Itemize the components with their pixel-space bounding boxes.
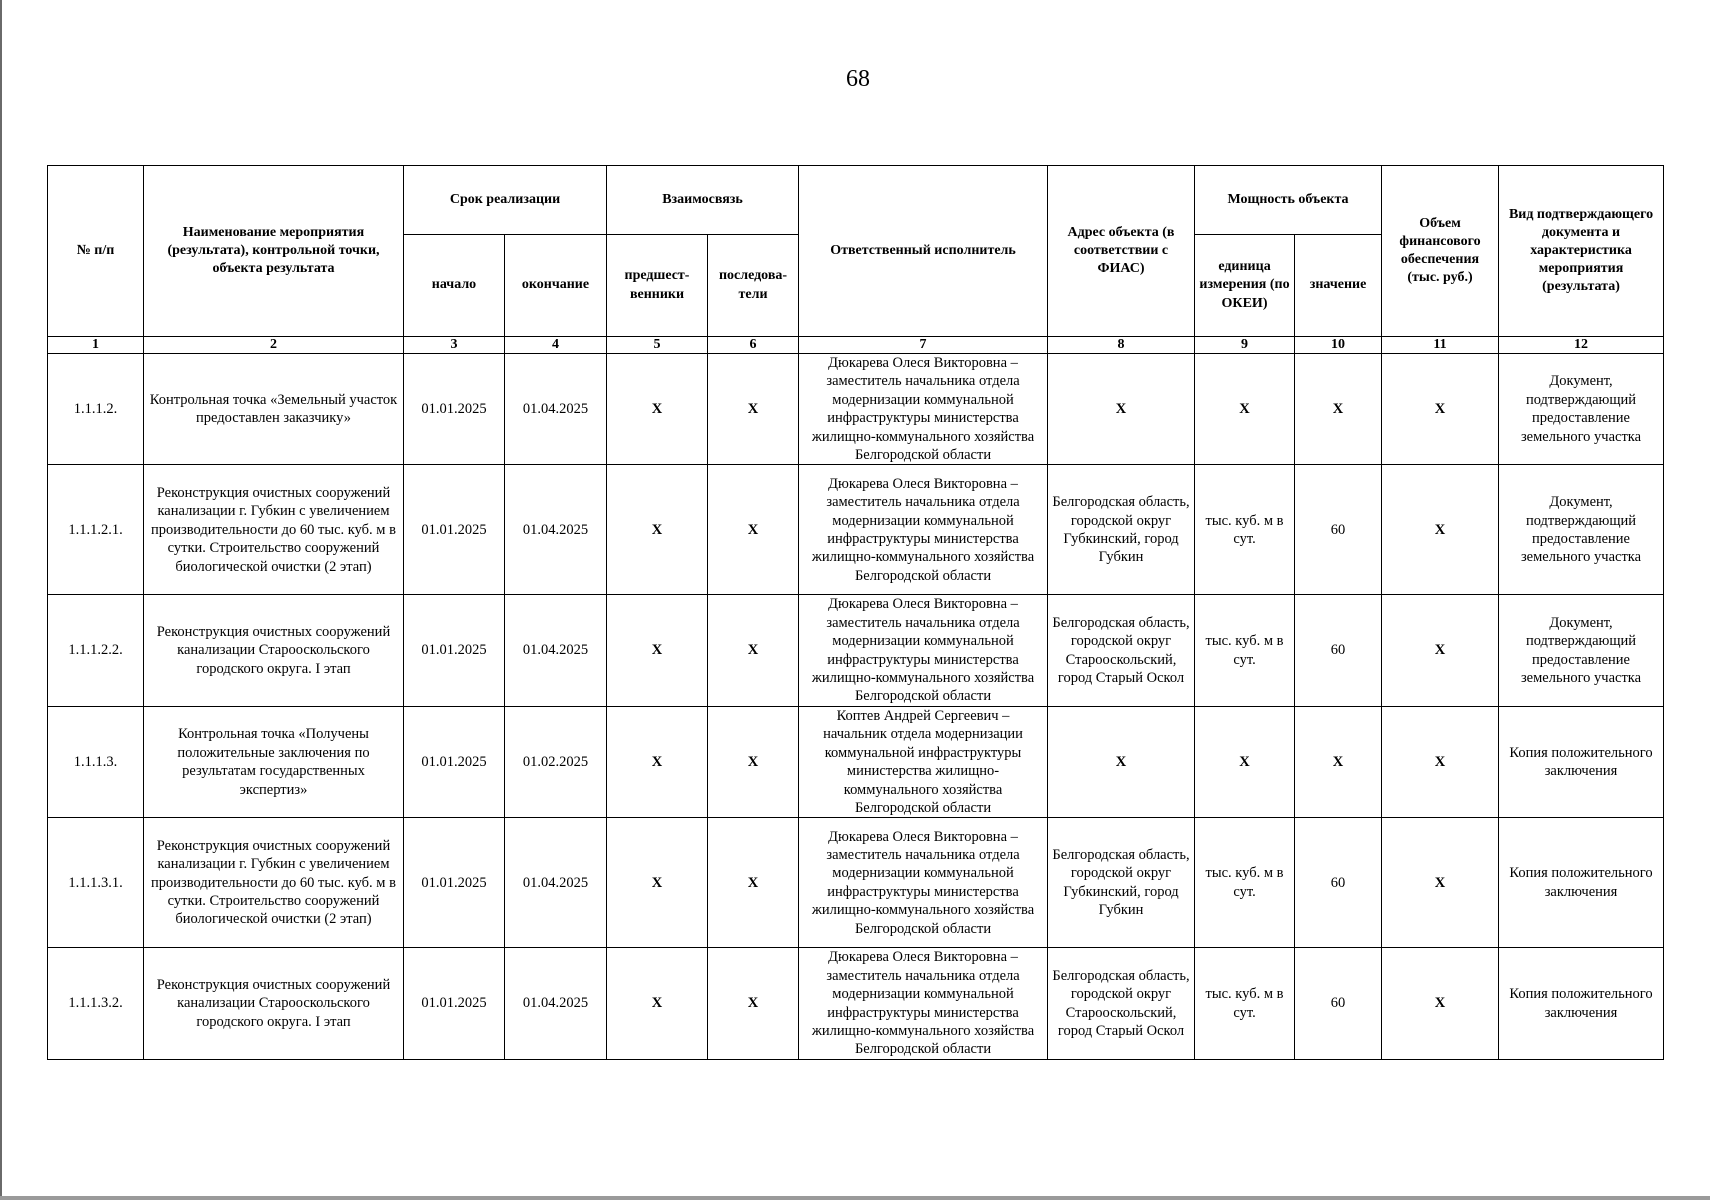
header-doc: Вид подтверждающего документа и характеристика мероприятия (результата) [1499, 166, 1664, 337]
row-next: Х [708, 354, 799, 465]
row-end: 01.04.2025 [505, 595, 607, 706]
row-name: Реконструкция очистных сооружений канализации Старооскольского городского округа. I этап [144, 595, 404, 706]
row-end: 01.02.2025 [505, 706, 607, 817]
row-prev: Х [607, 948, 708, 1059]
column-number: 4 [505, 337, 607, 354]
row-next: Х [708, 706, 799, 817]
row-address: Х [1048, 354, 1195, 465]
table-row [48, 595, 1664, 706]
row-doc: Копия положительного заключения [1499, 706, 1664, 817]
row-address: Белгородская область, городской округ Губкинский, город Губкин [1048, 818, 1195, 948]
column-number: 12 [1499, 337, 1664, 354]
row-num: 1.1.1.2. [48, 354, 144, 465]
header-link-next: последова-тели [708, 235, 799, 337]
row-finance: Х [1382, 818, 1499, 948]
header-term-end: окончание [505, 235, 607, 337]
row-prev: Х [607, 818, 708, 948]
row-name: Контрольная точка «Получены положительные заключения по результатам государственных экспертиз» [144, 706, 404, 817]
row-doc: Документ, подтверждающий предоставление земельного участка [1499, 595, 1664, 706]
row-end: 01.04.2025 [505, 948, 607, 1059]
row-executor: Дюкарева Олеся Викторовна – заместитель начальника отдела модернизации коммунальной инфраструктуры министерства жилищно-коммунального хозяйства Белгородской области [799, 465, 1048, 595]
header-finance: Объем финансового обеспечения (тыс. руб.) [1382, 166, 1499, 337]
row-name: Реконструкция очистных сооружений канализации Старооскольского городского округа. I этап [144, 948, 404, 1059]
scan-edge-bottom [0, 1196, 1710, 1200]
row-address: Белгородская область, городской округ Губкинский, город Губкин [1048, 465, 1195, 595]
row-prev: Х [607, 706, 708, 817]
row-start: 01.01.2025 [404, 354, 505, 465]
header-address: Адрес объекта (в соответствии с ФИАС) [1048, 166, 1195, 337]
row-name: Контрольная точка «Земельный участок предоставлен заказчику» [144, 354, 404, 465]
row-doc: Документ, подтверждающий предоставление земельного участка [1499, 354, 1664, 465]
row-next: Х [708, 818, 799, 948]
header-capacity-value: значение [1295, 235, 1382, 337]
table-row [48, 818, 1664, 948]
header-num: № п/п [48, 166, 144, 337]
row-start: 01.01.2025 [404, 948, 505, 1059]
column-number: 3 [404, 337, 505, 354]
row-executor: Дюкарева Олеся Викторовна – заместитель начальника отдела модернизации коммунальной инфраструктуры министерства жилищно-коммунального хозяйства Белгородской области [799, 948, 1048, 1059]
page-number: 68 [846, 66, 870, 92]
row-value: Х [1295, 706, 1382, 817]
row-next: Х [708, 595, 799, 706]
header-term-start: начало [404, 235, 505, 337]
column-number: 2 [144, 337, 404, 354]
row-num: 1.1.1.3. [48, 706, 144, 817]
row-prev: Х [607, 354, 708, 465]
table-row [48, 948, 1664, 1059]
header-name: Наименование мероприятия (результата), контрольной точки, объекта результата [144, 166, 404, 337]
row-address: Белгородская область, городской округ Старооскольский, город Старый Оскол [1048, 948, 1195, 1059]
row-doc: Документ, подтверждающий предоставление земельного участка [1499, 465, 1664, 595]
row-value: 60 [1295, 948, 1382, 1059]
row-unit: тыс. куб. м в сут. [1195, 465, 1295, 595]
row-executor: Дюкарева Олеся Викторовна – заместитель начальника отдела модернизации коммунальной инфраструктуры министерства жилищно-коммунального хозяйства Белгородской области [799, 595, 1048, 706]
header-term: Срок реализации [404, 166, 607, 235]
table-row [48, 354, 1664, 465]
table-row [48, 465, 1664, 595]
row-address: Белгородская область, городской округ Старооскольский, город Старый Оскол [1048, 595, 1195, 706]
column-number: 5 [607, 337, 708, 354]
column-number: 8 [1048, 337, 1195, 354]
implementation-plan-table [47, 165, 1664, 1060]
column-number: 1 [48, 337, 144, 354]
column-number: 6 [708, 337, 799, 354]
row-prev: Х [607, 465, 708, 595]
row-finance: Х [1382, 948, 1499, 1059]
row-unit: тыс. куб. м в сут. [1195, 595, 1295, 706]
column-number: 7 [799, 337, 1048, 354]
scan-edge-left [0, 0, 2, 1200]
column-number: 9 [1195, 337, 1295, 354]
row-unit: Х [1195, 354, 1295, 465]
row-name: Реконструкция очистных сооружений канализации г. Губкин с увеличением производительности до 60 тыс. куб. м в сутки. Строительство сооружений биологической очистки (2 этап) [144, 818, 404, 948]
row-next: Х [708, 465, 799, 595]
row-prev: Х [607, 595, 708, 706]
column-numbers-row [48, 337, 1664, 354]
row-finance: Х [1382, 465, 1499, 595]
row-num: 1.1.1.2.1. [48, 465, 144, 595]
row-next: Х [708, 948, 799, 1059]
row-unit: тыс. куб. м в сут. [1195, 948, 1295, 1059]
table-row [48, 706, 1664, 817]
row-doc: Копия положительного заключения [1499, 948, 1664, 1059]
row-name: Реконструкция очистных сооружений канализации г. Губкин с увеличением производительности до 60 тыс. куб. м в сутки. Строительство сооружений биологической очистки (2 этап) [144, 465, 404, 595]
row-start: 01.01.2025 [404, 595, 505, 706]
row-end: 01.04.2025 [505, 465, 607, 595]
row-num: 1.1.1.3.2. [48, 948, 144, 1059]
row-value: 60 [1295, 465, 1382, 595]
row-doc: Копия положительного заключения [1499, 818, 1664, 948]
header-link: Взаимосвязь [607, 166, 799, 235]
header-link-prev: предшест-венники [607, 235, 708, 337]
header-row-1 [48, 166, 1664, 235]
row-address: Х [1048, 706, 1195, 817]
header-executor: Ответственный исполнитель [799, 166, 1048, 337]
row-value: Х [1295, 354, 1382, 465]
row-unit: Х [1195, 706, 1295, 817]
row-finance: Х [1382, 595, 1499, 706]
row-executor: Дюкарева Олеся Викторовна – заместитель начальника отдела модернизации коммунальной инфраструктуры министерства жилищно-коммунального хозяйства Белгородской области [799, 354, 1048, 465]
row-start: 01.01.2025 [404, 706, 505, 817]
row-value: 60 [1295, 595, 1382, 706]
row-value: 60 [1295, 818, 1382, 948]
row-executor: Дюкарева Олеся Викторовна – заместитель начальника отдела модернизации коммунальной инфраструктуры министерства жилищно-коммунального хозяйства Белгородской области [799, 818, 1048, 948]
row-finance: Х [1382, 706, 1499, 817]
row-unit: тыс. куб. м в сут. [1195, 818, 1295, 948]
column-number: 10 [1295, 337, 1382, 354]
header-capacity-unit: единица измерения (по ОКЕИ) [1195, 235, 1295, 337]
column-number: 11 [1382, 337, 1499, 354]
row-finance: Х [1382, 354, 1499, 465]
row-end: 01.04.2025 [505, 354, 607, 465]
row-start: 01.01.2025 [404, 818, 505, 948]
header-capacity: Мощность объекта [1195, 166, 1382, 235]
row-end: 01.04.2025 [505, 818, 607, 948]
row-num: 1.1.1.3.1. [48, 818, 144, 948]
row-executor: Коптев Андрей Сергеевич – начальник отдела модернизации коммунальной инфраструктуры министерства жилищно-коммунального хозяйства Белгородской области [799, 706, 1048, 817]
row-num: 1.1.1.2.2. [48, 595, 144, 706]
row-start: 01.01.2025 [404, 465, 505, 595]
